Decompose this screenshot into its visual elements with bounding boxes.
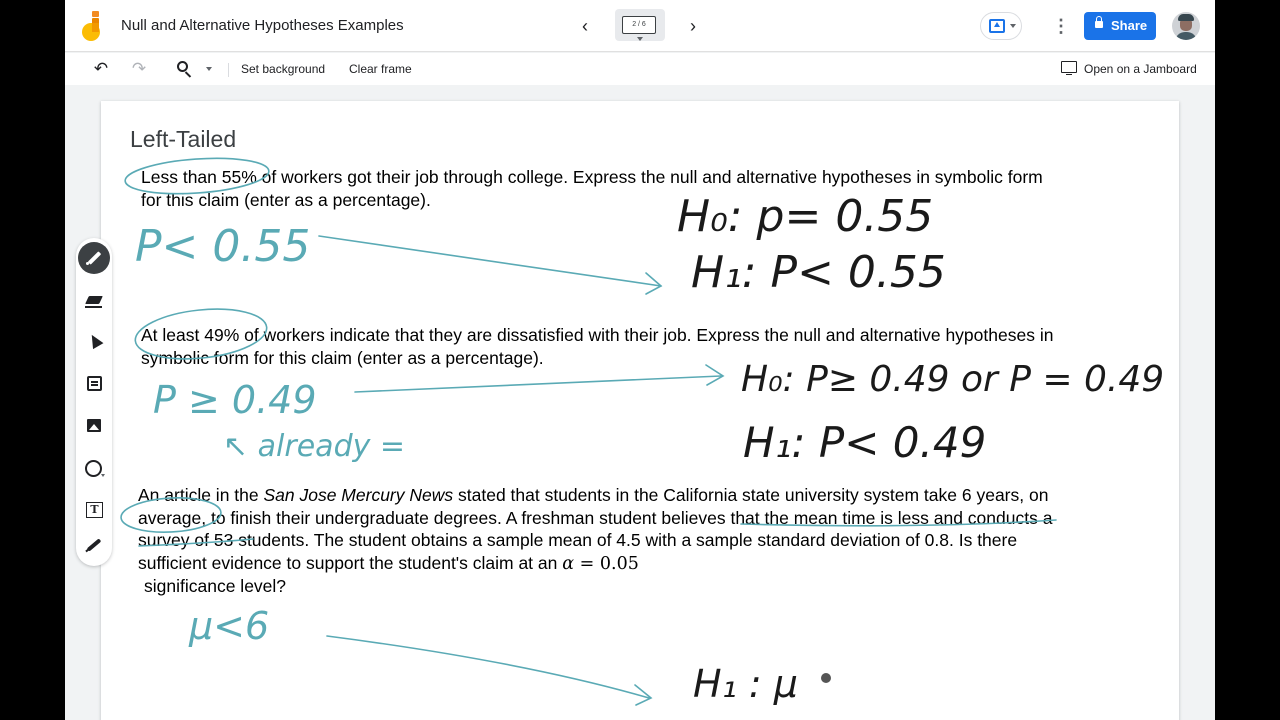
- jamboard-logo-icon[interactable]: [81, 10, 107, 42]
- chevron-down-icon: [637, 37, 643, 41]
- question-2-text: At least 49% of workers indicate that they are dissatisfied with their job. Express the null and alternative hypotheses in symbolic form for this claim (enter as a percentage).: [141, 325, 1054, 368]
- clear-frame-button[interactable]: Clear frame: [349, 62, 412, 76]
- ink-q3-claim: μ<6: [189, 604, 270, 648]
- avatar[interactable]: [1172, 12, 1200, 40]
- pen-tool[interactable]: [78, 242, 110, 274]
- ink-arrow-q3: [327, 636, 649, 698]
- zoom-icon: [177, 61, 188, 72]
- question-1-text: Less than 55% of workers got their job through college. Express the null and alternative hypotheses in symbolic form for this claim (enter as a percentage).: [141, 167, 1043, 210]
- cast-icon: [1061, 61, 1077, 73]
- eraser-tool[interactable]: [78, 284, 110, 316]
- ink-q1-h0: H₀: p= 0.55: [677, 191, 934, 242]
- ink-q1-h1: H₁: P< 0.55: [691, 247, 946, 298]
- cursor-icon: [87, 332, 104, 349]
- ink-q2-h1: H₁: P< 0.49: [743, 418, 987, 467]
- more-options-button[interactable]: ⋮: [1052, 16, 1070, 36]
- ink-arrow-q1: [319, 236, 661, 286]
- share-button[interactable]: [1084, 12, 1156, 40]
- chevron-down-icon: [1010, 24, 1016, 28]
- sticky-note-tool[interactable]: [78, 368, 110, 400]
- ink-q2-claim: P ≥ 0.49: [153, 378, 317, 422]
- question-3-text: An article in the San Jose Mercury News stated that students in the California state university system take 6 years, on average, to finish their undergraduate degrees. A freshman student believes that the mean time is less and conducts a survey of 53 students. The student obtains a sample mean of 4.5 with a sample standard deviation of 0.8. Is there sufficient evidence to support the student's claim at an α = 0.05 significance level?: [138, 485, 1053, 596]
- ink-arrow-q1-head: [646, 273, 661, 294]
- set-background-button[interactable]: Set background: [241, 62, 326, 76]
- select-tool[interactable]: [78, 326, 110, 358]
- frame-heading: Left-Tailed: [130, 126, 237, 152]
- next-frame-button[interactable]: ›: [690, 16, 696, 36]
- zoom-button[interactable]: [173, 57, 197, 81]
- ink-q2-h0: H₀: P≥ 0.49 or P = 0.49: [741, 359, 1165, 400]
- toolbar: [65, 53, 1215, 85]
- open-on-jamboard-button[interactable]: Open on a Jamboard: [1061, 57, 1197, 81]
- undo-button[interactable]: ↶: [93, 59, 109, 78]
- ink-q1-claim: P< 0.55: [135, 221, 311, 272]
- app-header: [65, 0, 1215, 52]
- redo-button[interactable]: ↷: [131, 59, 147, 78]
- ink-pen-cursor: [821, 673, 831, 683]
- present-icon: [989, 19, 1005, 33]
- ink-arrow-q3-head: [635, 685, 651, 705]
- ink-q2-note: ↖ already =: [223, 429, 406, 464]
- whiteboard-canvas[interactable]: [101, 101, 1179, 720]
- ink-q3-h1: H₁ : μ: [693, 662, 798, 706]
- lock-icon: [1095, 21, 1103, 28]
- add-image-tool[interactable]: [78, 410, 110, 442]
- ink-arrow-q2: [355, 376, 721, 392]
- eraser-icon: [85, 296, 103, 304]
- text-box-icon: T: [86, 502, 103, 518]
- shape-tool[interactable]: [78, 452, 110, 484]
- zoom-dropdown[interactable]: [203, 57, 217, 81]
- document-title[interactable]: Null and Alternative Hypotheses Examples: [121, 17, 404, 34]
- circle-icon: [85, 460, 102, 477]
- present-button[interactable]: [980, 12, 1022, 40]
- tool-rail: [76, 238, 112, 566]
- previous-frame-button[interactable]: ‹: [582, 16, 588, 36]
- pen-icon: [88, 251, 101, 264]
- toolbar-divider: [228, 63, 229, 77]
- jamboard-app: [65, 0, 1215, 720]
- share-label: Share: [1111, 18, 1148, 33]
- image-icon: [87, 419, 101, 432]
- sticky-note-icon: [87, 376, 102, 391]
- laser-tool[interactable]: [78, 530, 110, 562]
- frame-bar-toggle[interactable]: [615, 9, 665, 41]
- text-box-tool[interactable]: [78, 494, 110, 526]
- frame-indicator: 2 / 6: [622, 16, 656, 34]
